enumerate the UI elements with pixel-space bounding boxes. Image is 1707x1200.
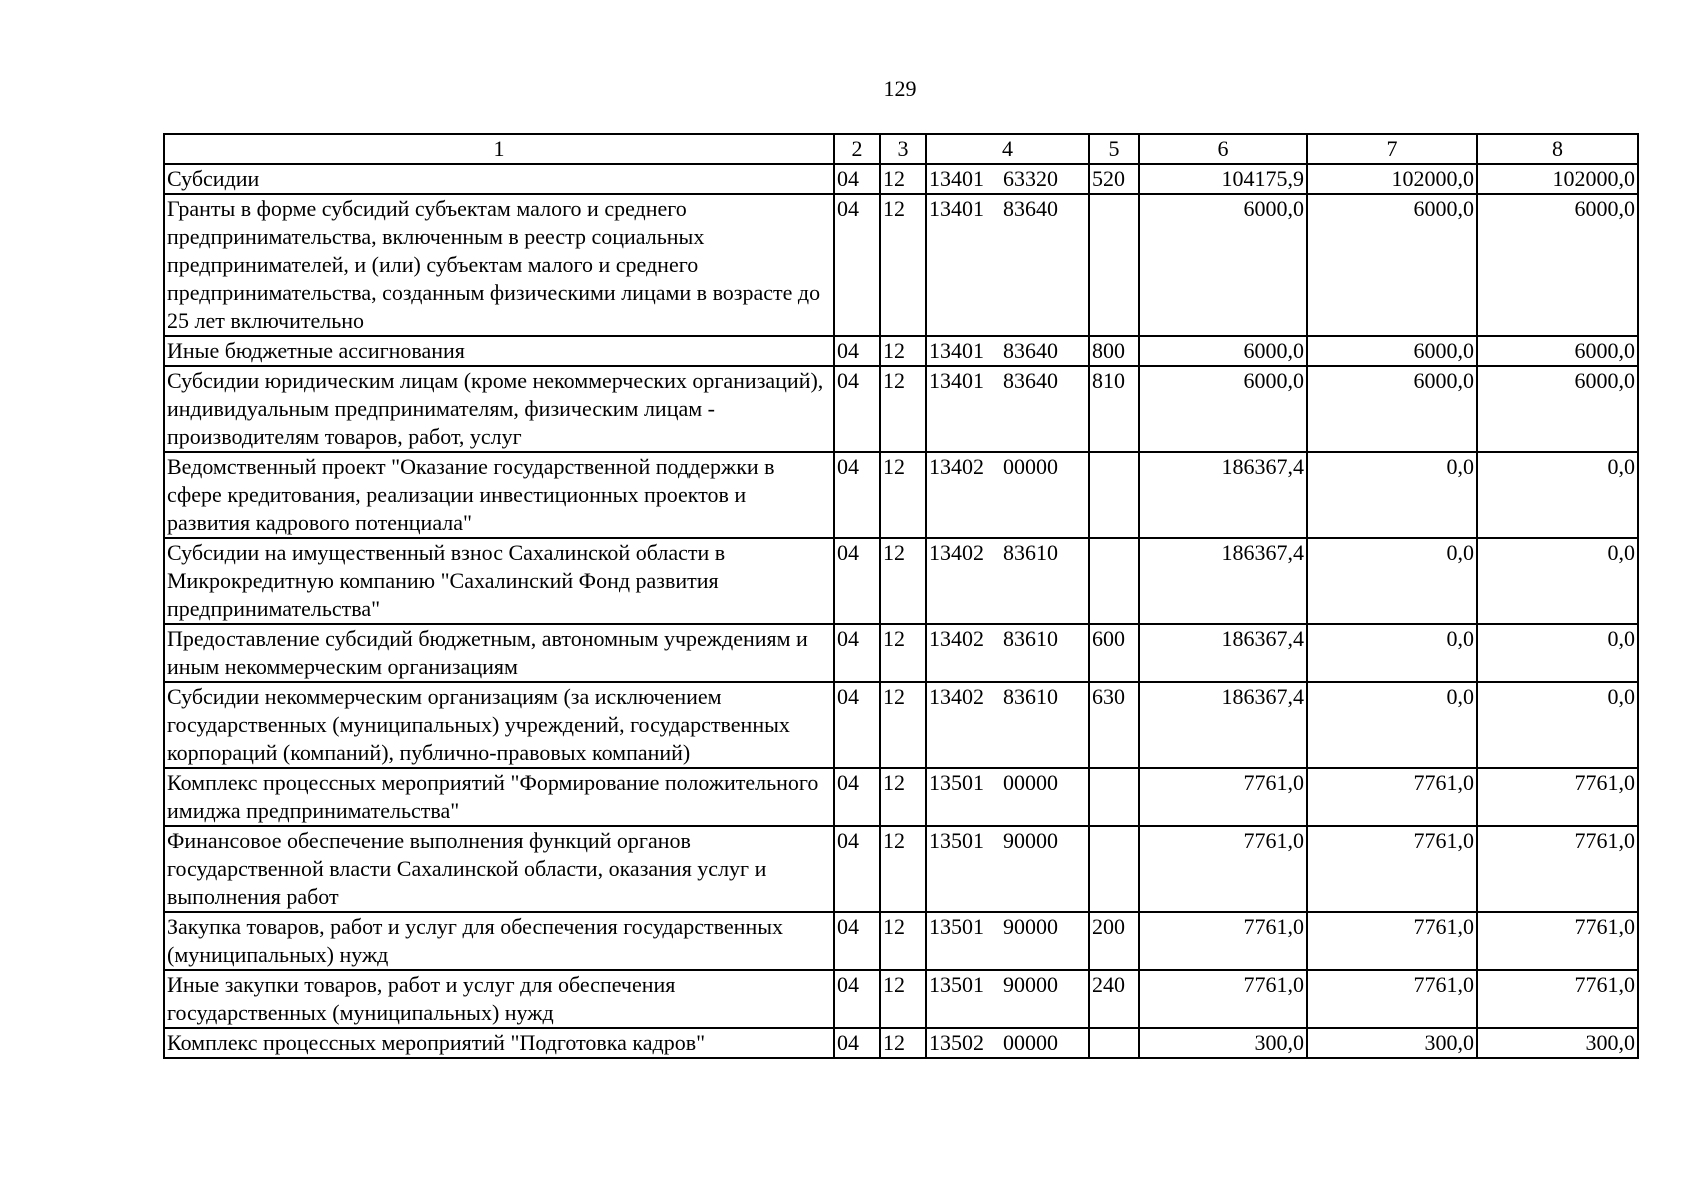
amount-col8: 0,0 (1477, 682, 1638, 768)
table-row (164, 452, 1638, 538)
amount-col8: 6000,0 (1477, 366, 1638, 452)
target-article-part1: 13401 (929, 368, 984, 393)
target-article-part1: 13501 (929, 914, 984, 939)
amount-col7: 7761,0 (1307, 912, 1477, 970)
target-article-part2: 83640 (1003, 368, 1058, 393)
amount-col7: 0,0 (1307, 682, 1477, 768)
amount-col8: 0,0 (1477, 452, 1638, 538)
expense-type-code: 800 (1089, 336, 1139, 366)
subsection-code: 12 (880, 768, 926, 826)
expense-type-code (1089, 768, 1139, 826)
subsection-code: 12 (880, 912, 926, 970)
subsection-code: 12 (880, 682, 926, 768)
section-code: 04 (834, 912, 880, 970)
amount-col8: 6000,0 (1477, 336, 1638, 366)
amount-col6: 186367,4 (1139, 538, 1307, 624)
amount-col8: 6000,0 (1477, 194, 1638, 336)
subsection-code: 12 (880, 826, 926, 912)
section-code: 04 (834, 194, 880, 336)
expense-type-code: 600 (1089, 624, 1139, 682)
col-header: 4 (926, 134, 1089, 164)
section-code: 04 (834, 336, 880, 366)
subsection-code: 12 (880, 452, 926, 538)
table-row (164, 912, 1638, 970)
row-name: Комплекс процессных мероприятий "Подготовка кадров" (164, 1028, 834, 1058)
row-name: Субсидии некоммерческим организациям (за исключением государственных (муниципальных) учреждений, государственных корпораций (компаний), публично-правовых компаний) (164, 682, 834, 768)
target-article-part1: 13402 (929, 684, 984, 709)
row-name: Иные бюджетные ассигнования (164, 336, 834, 366)
target-article-code (926, 826, 1089, 912)
table-row (164, 538, 1638, 624)
row-name: Финансовое обеспечение выполнения функций органов государственной власти Сахалинской области, оказания услуг и выполнения работ (164, 826, 834, 912)
row-name: Комплекс процессных мероприятий "Формирование положительного имиджа предпринимательства" (164, 768, 834, 826)
subsection-code: 12 (880, 366, 926, 452)
table-row (164, 624, 1638, 682)
amount-col6: 186367,4 (1139, 682, 1307, 768)
row-name: Субсидии на имущественный взнос Сахалинской области в Микрокредитную компанию "Сахалинский Фонд развития предпринимательства" (164, 538, 834, 624)
section-code: 04 (834, 452, 880, 538)
col-header: 8 (1477, 134, 1638, 164)
row-name: Гранты в форме субсидий субъектам малого и среднего предпринимательства, включенным в реестр социальных предпринимателей, и (или) субъектам малого и среднего предпринимательства, созданным физическими лицами в возрасте до 25 лет включительно (164, 194, 834, 336)
amount-col6: 300,0 (1139, 1028, 1307, 1058)
target-article-code (926, 912, 1089, 970)
amount-col6: 7761,0 (1139, 768, 1307, 826)
row-name: Предоставление субсидий бюджетным, автономным учреждениям и иным некоммерческим организациям (164, 624, 834, 682)
expense-type-code (1089, 826, 1139, 912)
subsection-code: 12 (880, 164, 926, 194)
expense-type-code (1089, 538, 1139, 624)
target-article-part2: 90000 (1003, 914, 1058, 939)
expense-type-code: 810 (1089, 366, 1139, 452)
amount-col7: 300,0 (1307, 1028, 1477, 1058)
amount-col8: 7761,0 (1477, 826, 1638, 912)
amount-col6: 7761,0 (1139, 912, 1307, 970)
amount-col6: 7761,0 (1139, 826, 1307, 912)
target-article-part2: 83610 (1003, 684, 1058, 709)
amount-col7: 7761,0 (1307, 826, 1477, 912)
expense-type-code: 520 (1089, 164, 1139, 194)
section-code: 04 (834, 624, 880, 682)
amount-col7: 7761,0 (1307, 768, 1477, 826)
row-name: Субсидии (164, 164, 834, 194)
target-article-part1: 13402 (929, 540, 984, 565)
page-number: 129 (883, 76, 917, 101)
col-header: 5 (1089, 134, 1139, 164)
col-header: 6 (1139, 134, 1307, 164)
target-article-code (926, 366, 1089, 452)
target-article-part2: 83610 (1003, 626, 1058, 651)
table-row (164, 826, 1638, 912)
amount-col7: 0,0 (1307, 538, 1477, 624)
target-article-part2: 00000 (1003, 1030, 1058, 1055)
row-name: Закупка товаров, работ и услуг для обеспечения государственных (муниципальных) нужд (164, 912, 834, 970)
table-row (164, 366, 1638, 452)
target-article-code (926, 336, 1089, 366)
subsection-code: 12 (880, 194, 926, 336)
target-article-part2: 00000 (1003, 770, 1058, 795)
target-article-part1: 13401 (929, 166, 984, 191)
amount-col6: 6000,0 (1139, 194, 1307, 336)
section-code: 04 (834, 538, 880, 624)
row-name: Ведомственный проект "Оказание государственной поддержки в сфере кредитования, реализации инвестиционных проектов и развития кадрового потенциала" (164, 452, 834, 538)
target-article-part2: 83640 (1003, 196, 1058, 221)
amount-col8: 0,0 (1477, 538, 1638, 624)
table-row (164, 164, 1638, 194)
amount-col6: 104175,9 (1139, 164, 1307, 194)
amount-col7: 6000,0 (1307, 366, 1477, 452)
amount-col6: 7761,0 (1139, 970, 1307, 1028)
col-header: 7 (1307, 134, 1477, 164)
amount-col8: 7761,0 (1477, 912, 1638, 970)
expense-type-code: 630 (1089, 682, 1139, 768)
target-article-part1: 13401 (929, 338, 984, 363)
target-article-part2: 83640 (1003, 338, 1058, 363)
col-header: 3 (880, 134, 926, 164)
col-header: 1 (164, 134, 834, 164)
target-article-code (926, 1028, 1089, 1058)
target-article-part1: 13502 (929, 1030, 984, 1055)
target-article-code (926, 452, 1089, 538)
amount-col7: 6000,0 (1307, 336, 1477, 366)
target-article-part2: 90000 (1003, 828, 1058, 853)
target-article-part2: 90000 (1003, 972, 1058, 997)
section-code: 04 (834, 970, 880, 1028)
amount-col6: 6000,0 (1139, 336, 1307, 366)
table-row (164, 1028, 1638, 1058)
expense-type-code (1089, 452, 1139, 538)
expense-type-code: 200 (1089, 912, 1139, 970)
amount-col7: 0,0 (1307, 624, 1477, 682)
target-article-part1: 13402 (929, 626, 984, 651)
budget-table (163, 133, 1639, 1059)
section-code: 04 (834, 1028, 880, 1058)
amount-col6: 186367,4 (1139, 624, 1307, 682)
target-article-code (926, 624, 1089, 682)
amount-col8: 300,0 (1477, 1028, 1638, 1058)
subsection-code: 12 (880, 970, 926, 1028)
amount-col7: 102000,0 (1307, 164, 1477, 194)
target-article-part1: 13501 (929, 972, 984, 997)
target-article-code (926, 194, 1089, 336)
target-article-code (926, 682, 1089, 768)
target-article-code (926, 970, 1089, 1028)
subsection-code: 12 (880, 1028, 926, 1058)
amount-col6: 6000,0 (1139, 366, 1307, 452)
amount-col7: 7761,0 (1307, 970, 1477, 1028)
target-article-part2: 83610 (1003, 540, 1058, 565)
section-code: 04 (834, 366, 880, 452)
table-row (164, 970, 1638, 1028)
subsection-code: 12 (880, 538, 926, 624)
expense-type-code: 240 (1089, 970, 1139, 1028)
target-article-part2: 00000 (1003, 454, 1058, 479)
table-row (164, 682, 1638, 768)
amount-col8: 7761,0 (1477, 768, 1638, 826)
table-row (164, 768, 1638, 826)
target-article-part1: 13402 (929, 454, 984, 479)
amount-col8: 7761,0 (1477, 970, 1638, 1028)
target-article-part1: 13501 (929, 770, 984, 795)
target-article-code (926, 768, 1089, 826)
target-article-part1: 13401 (929, 196, 984, 221)
amount-col7: 0,0 (1307, 452, 1477, 538)
amount-col8: 102000,0 (1477, 164, 1638, 194)
header-row (164, 134, 1638, 164)
expense-type-code (1089, 1028, 1139, 1058)
section-code: 04 (834, 682, 880, 768)
section-code: 04 (834, 768, 880, 826)
table-row (164, 336, 1638, 366)
amount-col6: 186367,4 (1139, 452, 1307, 538)
subsection-code: 12 (880, 624, 926, 682)
target-article-part2: 63320 (1003, 166, 1058, 191)
expense-type-code (1089, 194, 1139, 336)
subsection-code: 12 (880, 336, 926, 366)
target-article-code (926, 538, 1089, 624)
table-row (164, 194, 1638, 336)
col-header: 2 (834, 134, 880, 164)
section-code: 04 (834, 164, 880, 194)
target-article-code (926, 164, 1089, 194)
row-name: Иные закупки товаров, работ и услуг для обеспечения государственных (муниципальных) нужд (164, 970, 834, 1028)
amount-col7: 6000,0 (1307, 194, 1477, 336)
row-name: Субсидии юридическим лицам (кроме некоммерческих организаций), индивидуальным предпринимателям, физическим лицам - производителям товаров, работ, услуг (164, 366, 834, 452)
amount-col8: 0,0 (1477, 624, 1638, 682)
target-article-part1: 13501 (929, 828, 984, 853)
section-code: 04 (834, 826, 880, 912)
